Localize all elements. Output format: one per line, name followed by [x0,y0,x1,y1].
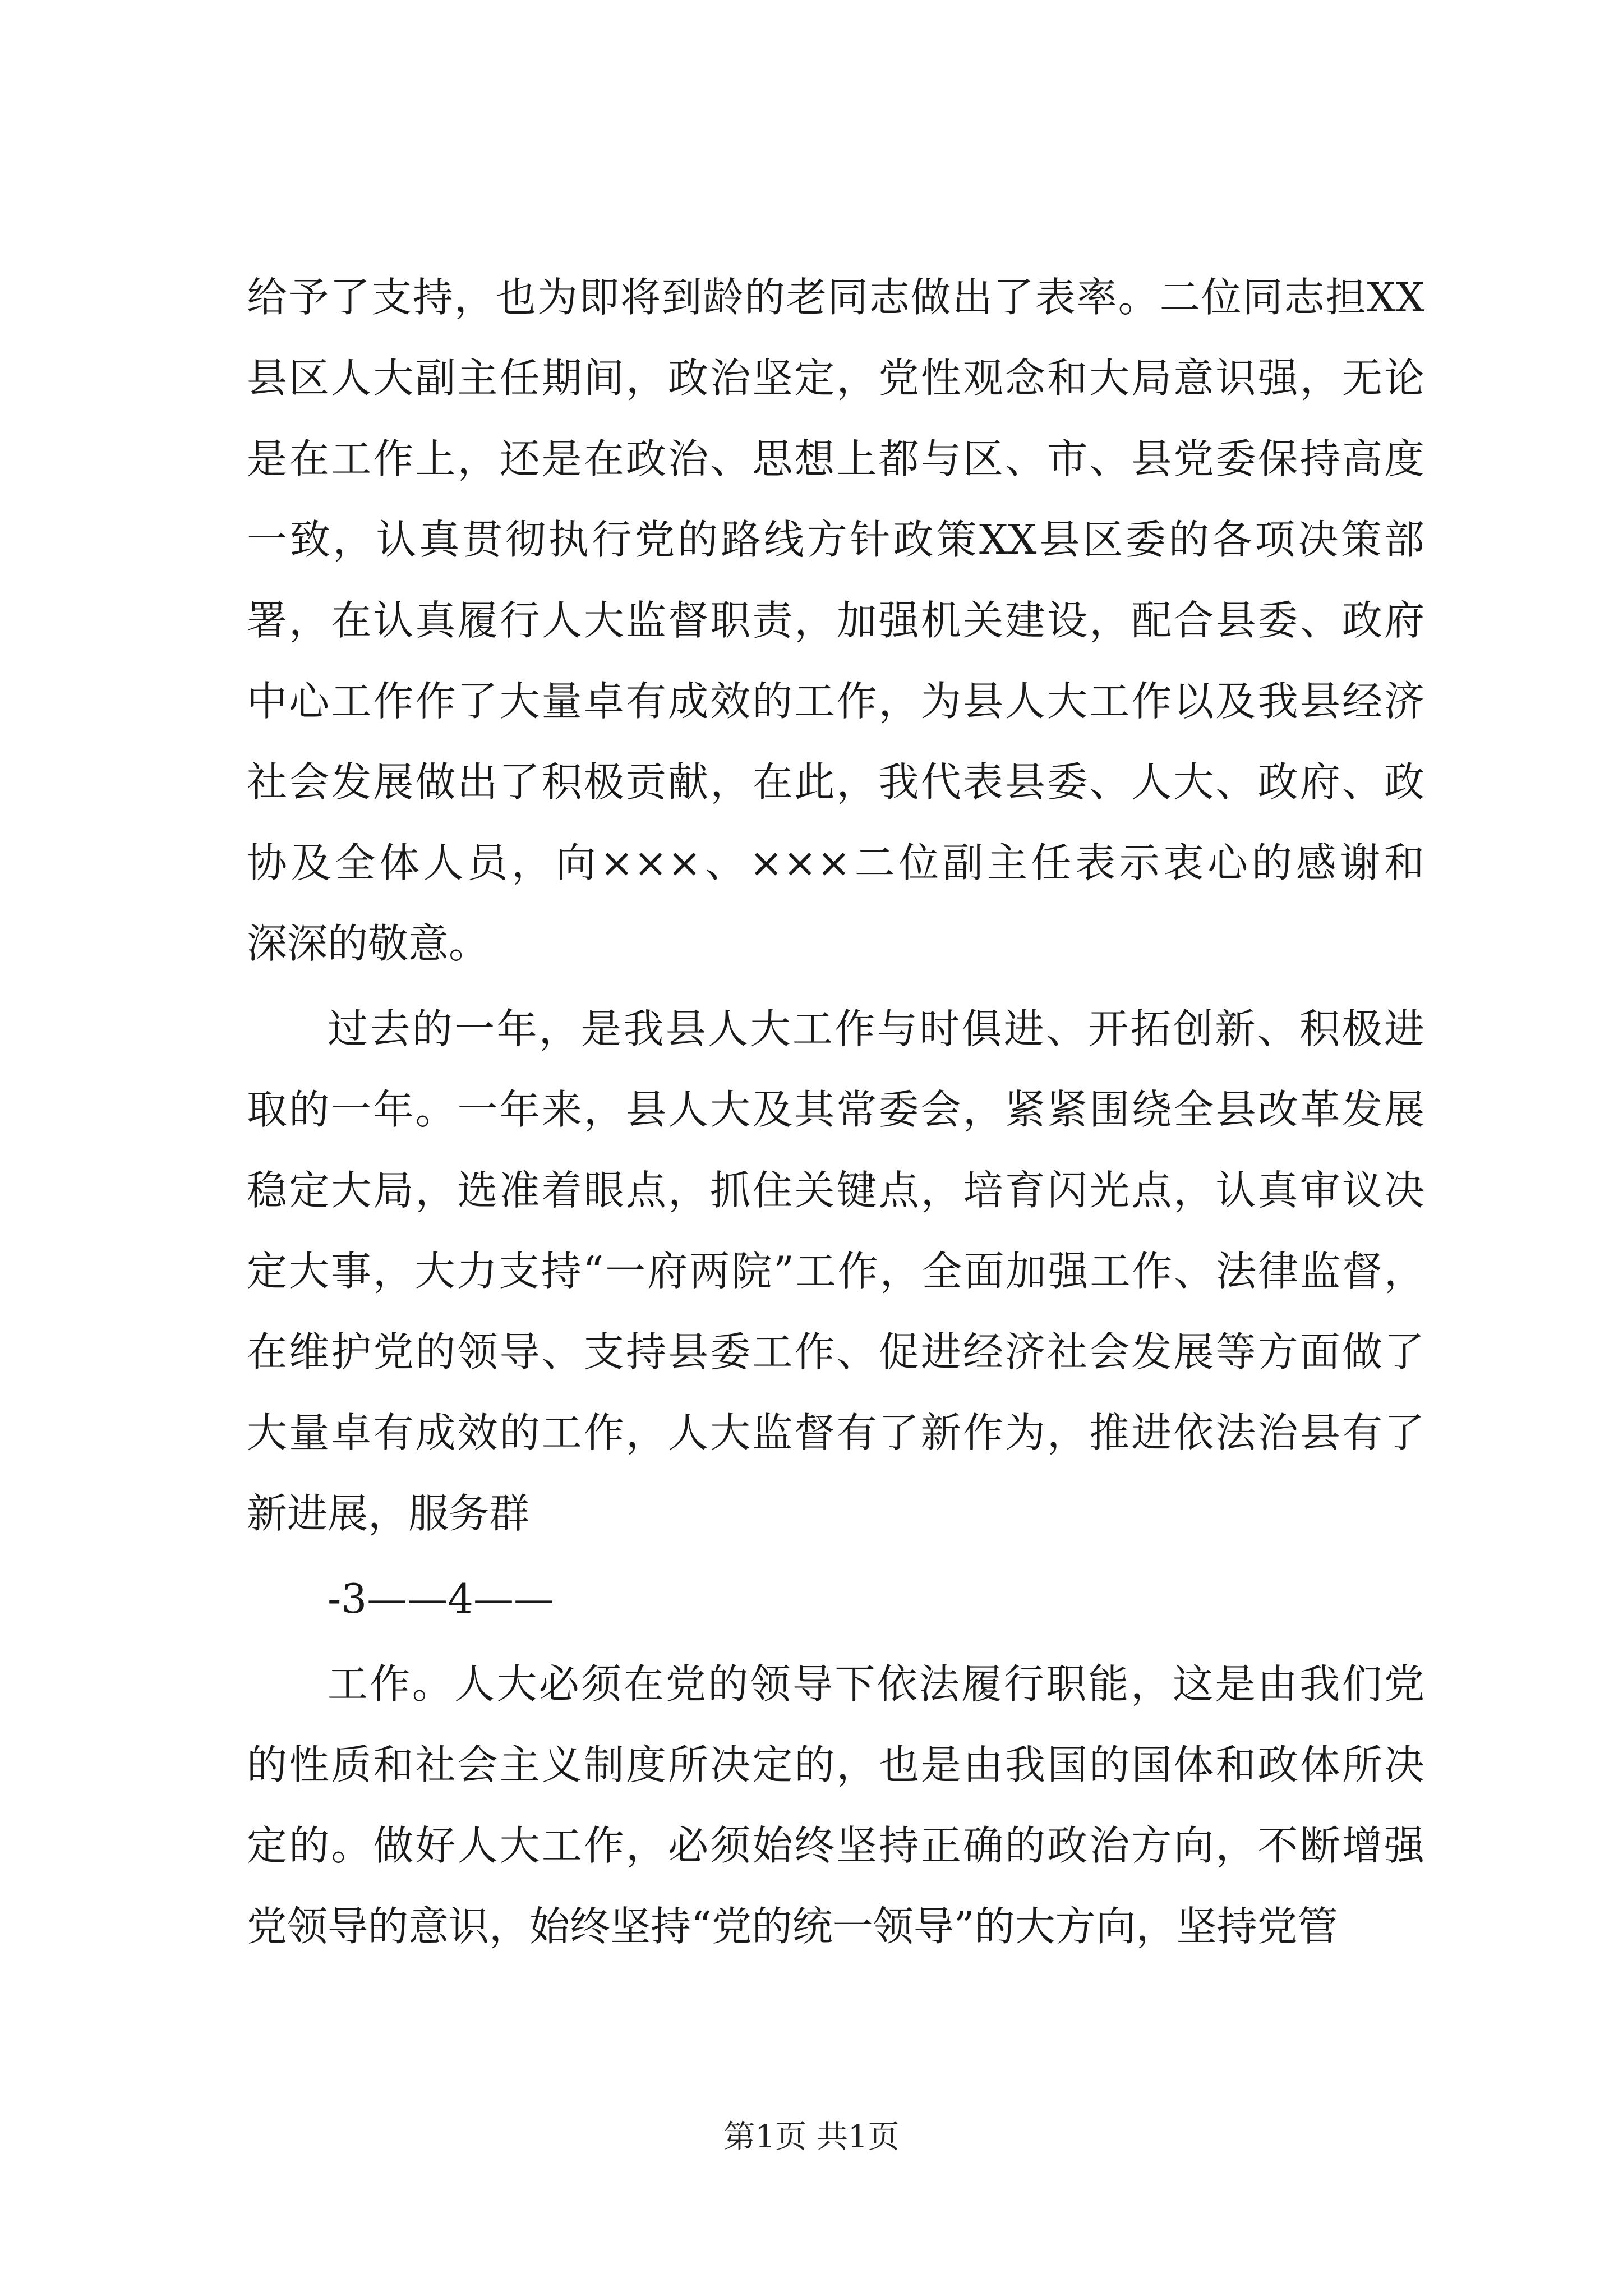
text-line: 在维护党的领导、支持县委工作、促进经济社会发展等方面做了 [247,1328,1424,1375]
paragraph-gap [247,984,1424,988]
text-line: 党领导的意识，始终坚持“党的统一领导”的大方向，坚持党管 [247,1903,1338,1950]
text-line: 过去的一年，是我县人大工作与时俱进、开拓创新、积极进 [328,1005,1424,1052]
paragraph-3 [247,1644,1424,1967]
text-line: 中心工作作了大量卓有成效的工作，为县人大工作以及我县经济 [247,678,1424,725]
page-marker [247,1558,1424,1639]
text-line: 是在工作上，还是在政治、思想上都与区、市、县党委保持高度 [247,435,1424,482]
document-body [247,257,1424,1967]
text-line: -3——4—— [328,1575,554,1622]
paragraph-1 [247,257,1424,984]
text-line: 大量卓有成效的工作，人大监督有了新作为，推进依法治县有了 [247,1409,1424,1456]
paragraph-gap [247,1639,1424,1644]
text-line: 定大事，大力支持“一府两院”工作，全面加强工作、法律监督， [247,1248,1424,1295]
text-line: 一致，认真贯彻执行党的路线方针政策XX县区委的各项决策部 [247,516,1424,563]
text-line: 社会发展做出了积极贡献，在此，我代表县委、人大、政府、政 [247,758,1424,806]
page-footer: 第1页 共1页 [723,2119,900,2155]
paragraph-2 [247,988,1424,1554]
text-line: 署，在认真履行人大监督职责，加强机关建设，配合县委、政府 [247,597,1424,644]
paragraph-gap [247,1554,1424,1558]
text-line: 协及全体人员，向×××、×××二位副主任表示衷心的感谢和 [247,839,1424,886]
text-line: 工作。人大必须在党的领导下依法履行职能，这是由我们党 [328,1660,1424,1708]
text-line: 稳定大局，选准着眼点，抓住关键点，培育闪光点，认真审议决 [247,1167,1424,1214]
text-line: 的性质和社会主义制度所决定的，也是由我国的国体和政体所决 [247,1741,1424,1788]
text-line: 县区人大副主任期间，政治坚定，党性观念和大局意识强，无论 [247,355,1424,402]
text-line: 取的一年。一年来，县人大及其常委会，紧紧围绕全县改革发展 [247,1086,1424,1133]
text-line: 定的。做好人大工作，必须始终坚持正确的政治方向，不断增强 [247,1822,1424,1869]
text-line: 深深的敬意。 [247,920,490,967]
text-line: 新进展，服务群 [247,1490,530,1537]
text-line: 给予了支持，也为即将到龄的老同志做出了表率。二位同志担XX [247,274,1424,321]
